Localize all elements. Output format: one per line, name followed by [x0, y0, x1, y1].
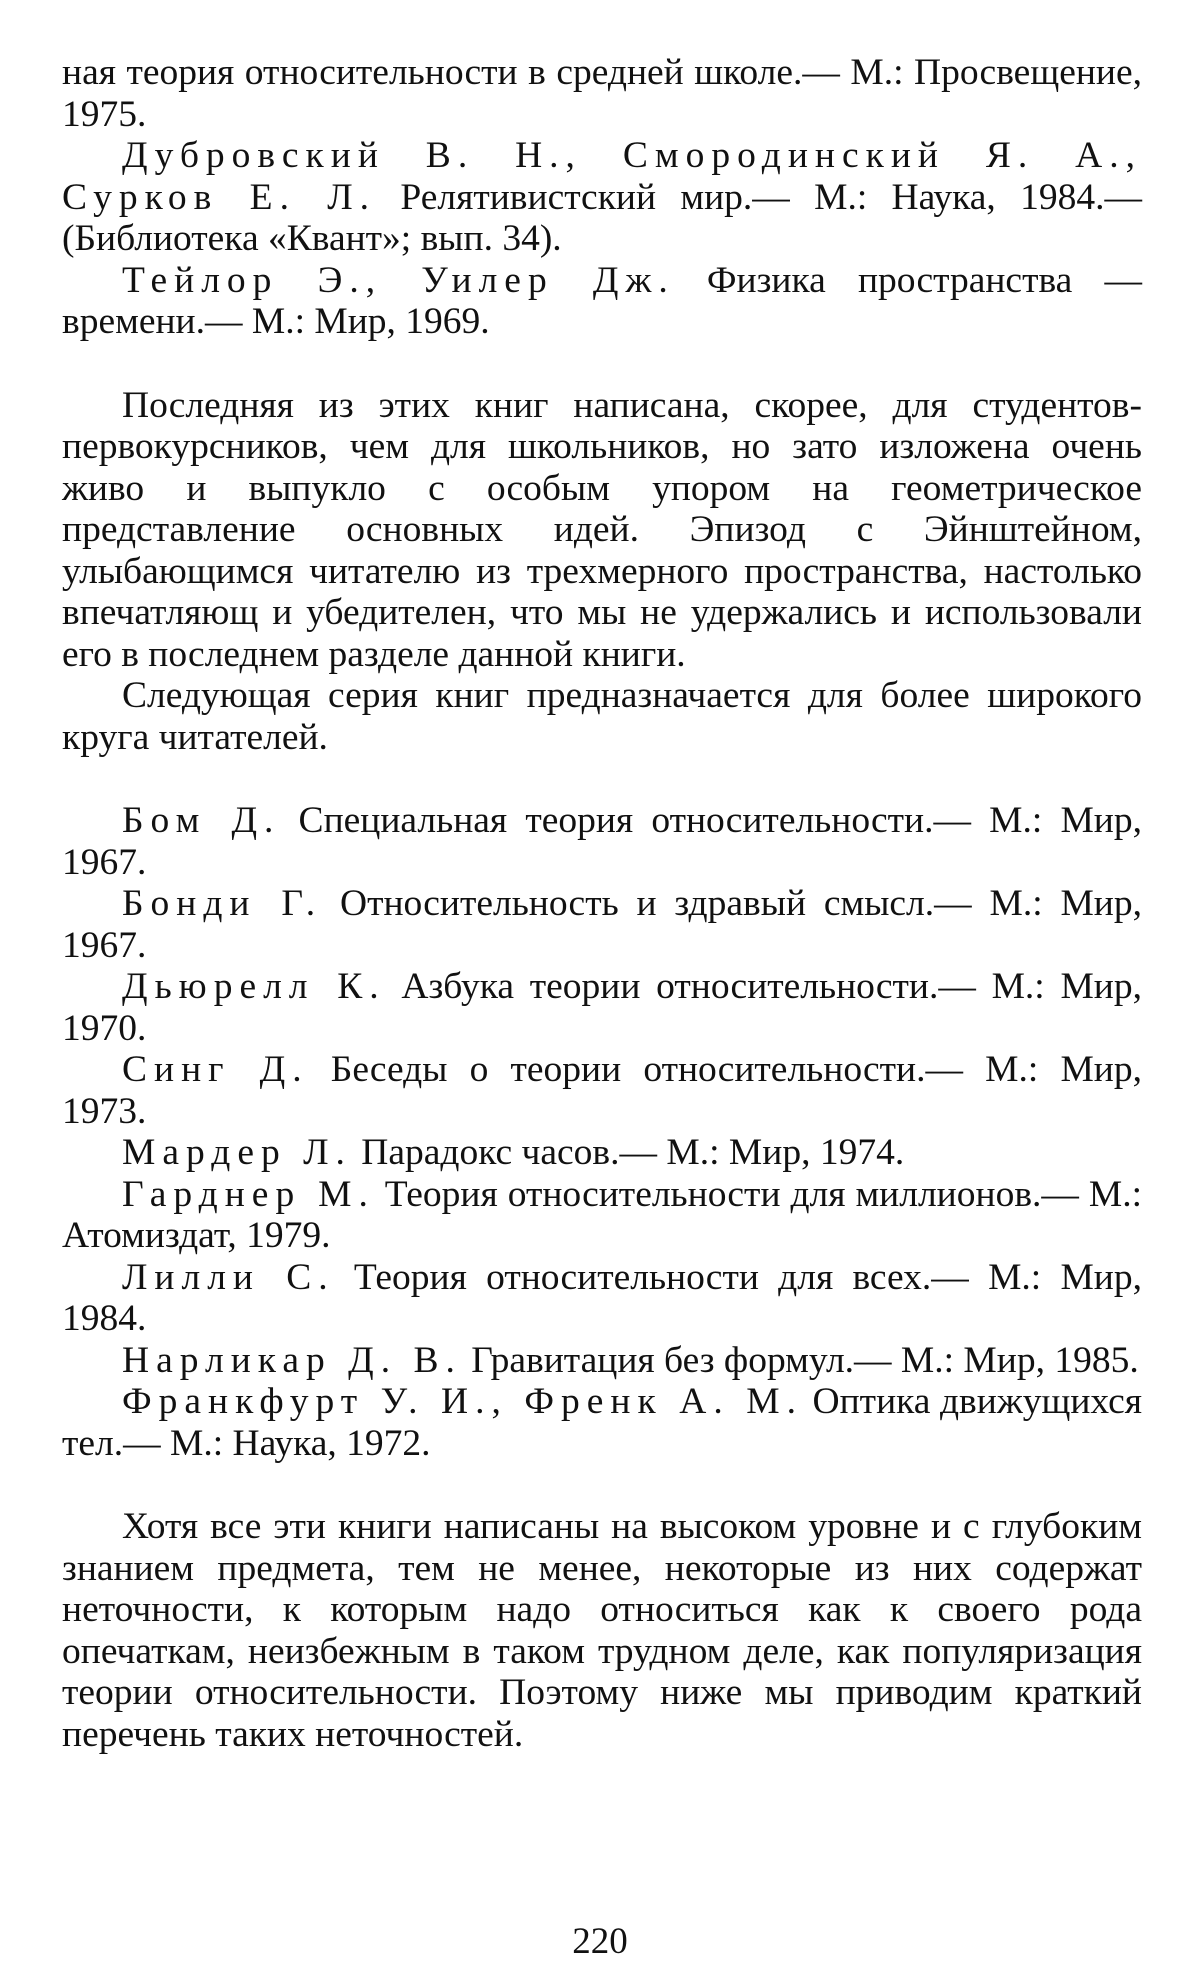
- reference-text: Релятивистский мир.— М.: Наука, 1984.— (Библиотека «Квант»; вып. 34).: [62, 176, 1142, 259]
- reference-author: Бонди Г.: [122, 883, 323, 924]
- reference-entry: [62, 1174, 1142, 1257]
- reference-entry: [62, 1257, 1142, 1340]
- reference-entry: [62, 260, 1142, 343]
- reference-text: Теория относительности для всех.— М.: Мир, 1984.: [62, 1256, 1142, 1339]
- section-gap: [62, 343, 1142, 385]
- reference-entry: [62, 966, 1142, 1049]
- reference-entry: [62, 1132, 1142, 1174]
- reference-author: Нарликар Д. В.: [122, 1339, 462, 1381]
- paragraph-commentary-2: Следующая серия книг предназначается для более широкого круга читателей.: [62, 675, 1142, 758]
- reference-author: Гарднер М.: [122, 1173, 375, 1215]
- reference-entry: [62, 1049, 1142, 1132]
- reference-author: Тейлор Э., Уилер Дж.: [122, 259, 675, 301]
- section-gap: [62, 758, 1142, 800]
- reference-text: Теория относительности для миллионов.— М.: Атомиздат, 1979.: [62, 1173, 1142, 1256]
- reference-text: Парадокс часов.— М.: Мир, 1974.: [351, 1132, 905, 1173]
- page-number: 220: [572, 1921, 628, 1962]
- reference-author: Дьюрелл К.: [122, 966, 386, 1007]
- reference-text: Оптика движущихся тел.— М.: Наука, 1972.: [62, 1381, 1142, 1464]
- reference-entry: [62, 135, 1142, 260]
- reference-continuation: ная теория относительности в средней школе.— М.: Просвещение, 1975.: [62, 52, 1142, 135]
- reference-entry: [62, 883, 1142, 966]
- reference-entry: [62, 1340, 1142, 1382]
- paragraph-commentary-1: Последняя из этих книг написана, скорее, для студентов-первокурсников, чем для школьников, но зато изложена очень живо и выпукло с особым упором на геометрическое представление основных идей. Эпизод с Эйнштейном, улыбающимся читателю из трехмерного пространства, настолько впечатляющ и убедителен, что мы не удержались и использовали его в последнем разделе данной книги.: [62, 384, 1142, 675]
- reference-author: Бом Д.: [122, 800, 281, 841]
- reference-text: Гравитация без формул.— М.: Мир, 1985.: [461, 1339, 1139, 1381]
- paragraph-commentary-3: Хотя все эти книги написаны на высоком уровне и с глубоким знанием предмета, тем не менее, некоторые из них содержат неточности, к которым надо относиться как к своего рода опечаткам, неизбежным в таком трудном деле, как популяризация теории относительности. Поэтому ниже мы приводим краткий перечень таких неточностей.: [62, 1506, 1142, 1755]
- reference-author: Мардер Л.: [122, 1132, 352, 1173]
- reference-entry: [62, 800, 1142, 883]
- reference-author: Франкфурт У. И., Френк А. М.: [122, 1381, 803, 1422]
- section-gap: [62, 1464, 1142, 1506]
- reference-author: Лилли С.: [122, 1256, 335, 1298]
- reference-text: Физика пространства — времени.— М.: Мир, 1969.: [62, 259, 1142, 342]
- reference-text: Специальная теория относительности.— М.: Мир, 1967.: [62, 800, 1142, 883]
- reference-text: Азбука теории относительности.— М.: Мир, 1970.: [62, 966, 1142, 1049]
- reference-entry: [62, 1381, 1142, 1464]
- reference-text: Беседы о теории относительности.— М.: Мир, 1973.: [62, 1049, 1142, 1132]
- reference-author: Синг Д.: [122, 1049, 309, 1090]
- reference-author: Дубровский В. Н., Смородинский Я. А., Сурков Е. Л.: [62, 135, 1142, 218]
- page-body: [62, 52, 1142, 1755]
- reference-text: Относительность и здравый смысл.— М.: Мир, 1967.: [62, 883, 1143, 966]
